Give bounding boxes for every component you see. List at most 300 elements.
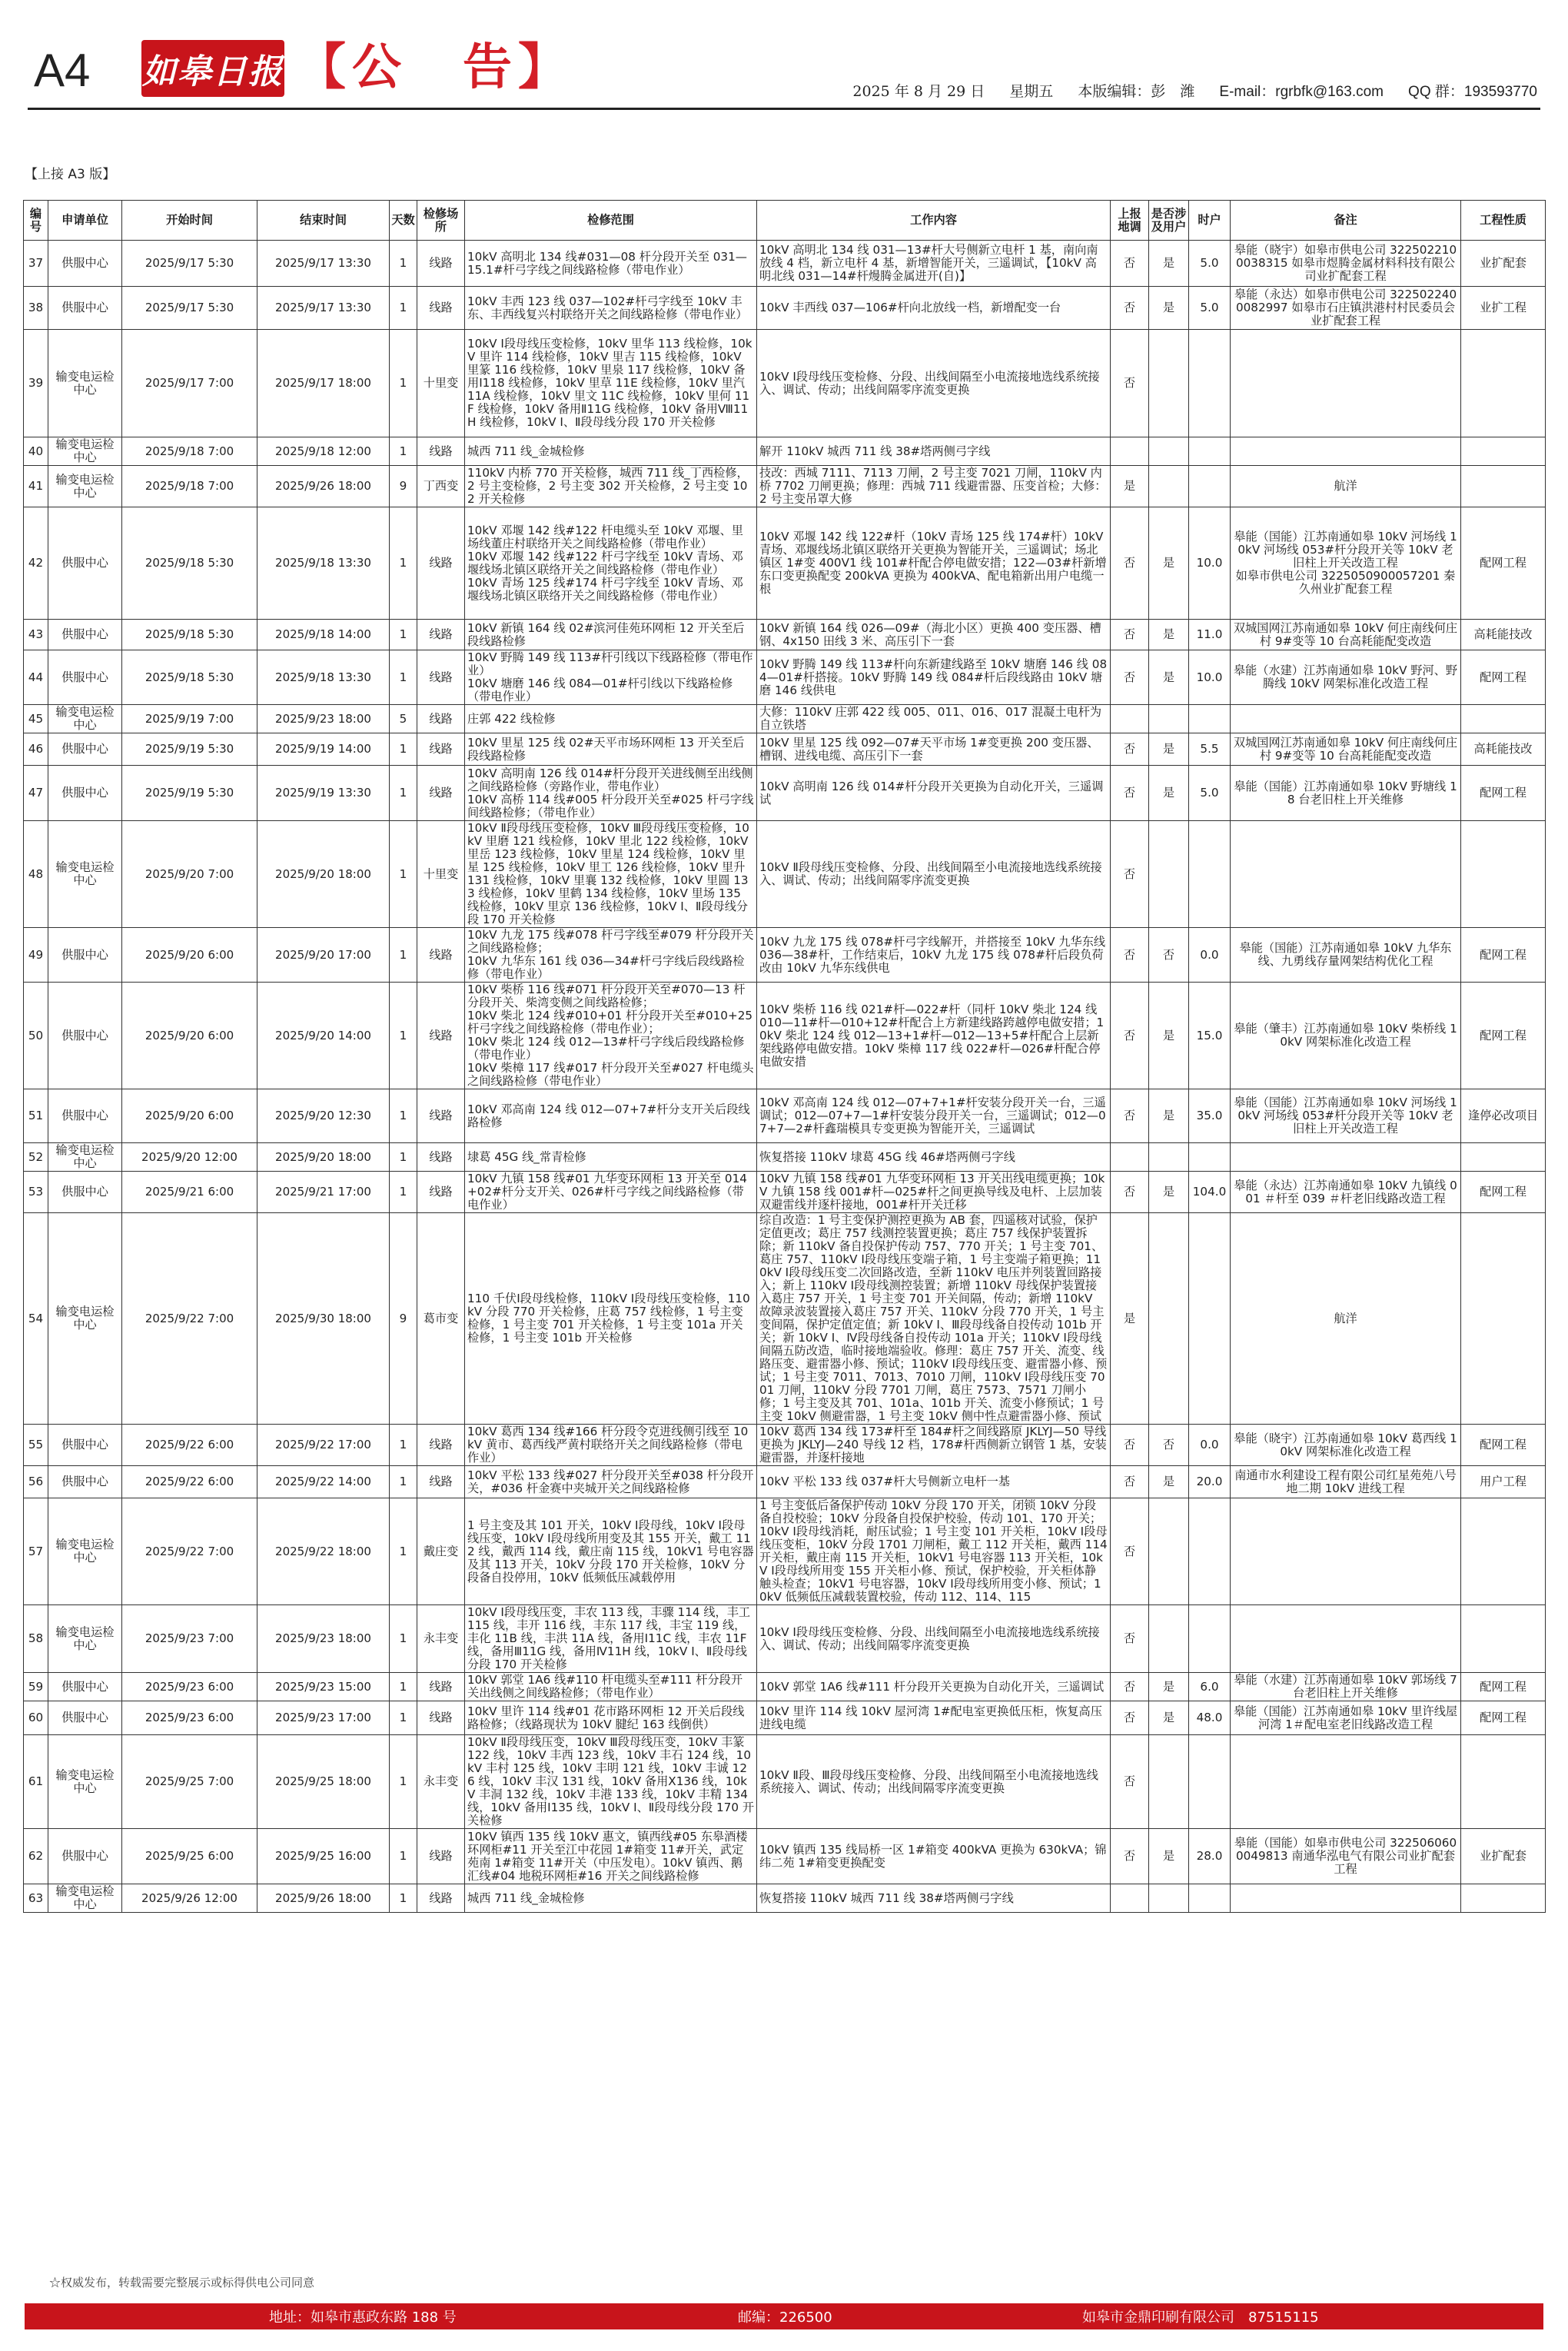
cell-col-hours: 20.0 — [1189, 1466, 1231, 1498]
cell-col-site: 丁西变 — [417, 466, 465, 507]
cell-col-scope: 10kV 柴桥 116 线#071 杆分段开关至#070—13 杆分段开关、柴湾变侧之间线路检修； 10kV 柴北 124 线#010+01 杆分段开关至#010+25 杆弓字线之间线路检修（带电作业）； 10kV 柴北 124 线 012—13#杆弓字线后段线路检修（带电作业） 10kV 柴樟 117 线#017 杆分段开关至#027 杆电缆头之间线路检修（带电作业） — [465, 983, 757, 1089]
cell-col-scope: 城西 711 线_金城检修 — [465, 437, 757, 466]
cell-col-user — [1149, 1735, 1189, 1829]
header-rule — [28, 108, 1540, 110]
cell-col-applicant: 供服中心 — [48, 241, 122, 287]
cell-col-end-time: 2025/9/23 18:00 — [257, 1605, 390, 1673]
cell-col-hours: 35.0 — [1189, 1089, 1231, 1143]
cell-col-applicant: 供服中心 — [48, 1089, 122, 1143]
table-row — [24, 1466, 1546, 1498]
cell-col-number: 54 — [24, 1213, 48, 1425]
cell-col-site: 十里变 — [417, 821, 465, 928]
cell-col-report: 否 — [1111, 733, 1149, 766]
cell-col-scope: 10kV Ⅰ段母线压变检修，10kV 里华 113 线检修，10kV 里许 114 线检修，10kV 里吉 115 线检修，10kV 里篆 116 线检修，10kV 里泉 117 线检修，10kV 备用Ⅰ118 线检修，10kV 里草 11E 线检修，10kV 里汽 11A 线检修，10kV 里文 11C 线检修，10kV 里何 11F 线检修，10kV 备用Ⅱ11G 线检修，10kV 备用Ⅷ11H 线检修，10kV Ⅰ、Ⅱ段母线分段 170 开关检修 — [465, 330, 757, 437]
cell-col-end-time: 2025/9/22 14:00 — [257, 1466, 390, 1498]
cell-col-end-time: 2025/9/20 17:00 — [257, 928, 390, 983]
cell-col-remark — [1231, 1605, 1461, 1673]
cell-col-site: 线路 — [417, 1089, 465, 1143]
table-row — [24, 821, 1546, 928]
cell-col-days: 5 — [390, 705, 417, 733]
cell-col-start-time: 2025/9/20 7:00 — [122, 821, 257, 928]
cell-col-report: 否 — [1111, 620, 1149, 650]
cell-col-nature — [1461, 1605, 1546, 1673]
cell-col-scope: 10kV Ⅱ段母线压变检修，10kV Ⅲ段母线压变检修，10kV 里磨 121 线检修，10kV 里北 122 线检修，10kV 里岳 123 线检修，10kV 里星 124 线检修，10kV 里星 125 线检修，10kV 里工 126 线检修，10kV 里升 131 线检修，10kV 里襄 132 线检修，10kV 里圆 133 线检修，10kV 里鹤 134 线检修，10kV 里场 135 线检修，10kV 里京 136 线检修，10kV Ⅰ、Ⅱ段母线分段 170 开关检修 — [465, 821, 757, 928]
cell-col-number: 40 — [24, 437, 48, 466]
cell-col-hours — [1189, 821, 1231, 928]
cell-col-user — [1149, 705, 1189, 733]
cell-col-hours: 10.0 — [1189, 650, 1231, 705]
cell-col-work: 10kV 邓高南 124 线 012—07+7+1#杆安装分段开关一台，三遥调试；012—07+7—1#杆安装分段开关一台，三遥调试；012—07+7—2#杆鑫瑞模具专变更换为智能开关，三遥调试 — [757, 1089, 1111, 1143]
cell-col-site: 线路 — [417, 1425, 465, 1466]
cell-col-end-time: 2025/9/23 17:00 — [257, 1701, 390, 1735]
cell-col-hours — [1189, 705, 1231, 733]
table-row — [24, 1673, 1546, 1701]
cell-col-nature — [1461, 466, 1546, 507]
cell-col-work: 10kV Ⅱ段母线压变检修、分段、出线间隔至小电流接地选线系统接入、调试、传动；出线间隔零序流变更换 — [757, 821, 1111, 928]
cell-col-remark: 皋能（国能）江苏南通如皋 10kV 九华东线、九勇线存量网架结构优化工程 — [1231, 928, 1461, 983]
cell-col-number: 60 — [24, 1701, 48, 1735]
cell-col-site: 永丰变 — [417, 1735, 465, 1829]
cell-col-remark — [1231, 1884, 1461, 1913]
cell-col-user — [1149, 330, 1189, 437]
cell-col-days: 1 — [390, 241, 417, 287]
cell-col-report: 否 — [1111, 821, 1149, 928]
cell-col-nature: 用户工程 — [1461, 1466, 1546, 1498]
cell-col-end-time: 2025/9/25 16:00 — [257, 1829, 390, 1884]
cell-col-scope: 10kV 邓高南 124 线 012—07+7#杆分支开关后段线路检修 — [465, 1089, 757, 1143]
cell-col-remark: 皋能（永达）如皋市供电公司 3225022400082997 如皋市石庄镇洪港村村民委员会业扩配套工程 — [1231, 287, 1461, 330]
cell-col-nature — [1461, 1143, 1546, 1172]
cell-col-user — [1149, 1498, 1189, 1605]
cell-col-nature — [1461, 1884, 1546, 1913]
cell-col-work: 10kV 九镇 158 线#01 九华变环网柜 13 开关出线电缆更换；10kV 九镇 158 线 001#杆—025#杆之间更换导线及电杆、上层加装双避雷线并逐杆接地，001#杆开关迁移 — [757, 1172, 1111, 1213]
cell-col-applicant: 输变电运检中心 — [48, 1884, 122, 1913]
cell-col-end-time: 2025/9/21 17:00 — [257, 1172, 390, 1213]
table-row — [24, 650, 1546, 705]
cell-col-work: 10kV 邓堰 142 线 122#杆（10kV 青场 125 线 174#杆）10kV 青场、邓堰线场北镇区联络开关更换为智能开关，三遥调试；场北镇区 1#变 400V1 线 101#杆配合停电做安措；122—03#杆新增东口变更换配变 200kVA 更换为 400kVA、配电箱新出用户电缆一根 — [757, 507, 1111, 620]
cell-col-user: 是 — [1149, 1829, 1189, 1884]
header-col-start-time: 开始时间 — [122, 201, 257, 241]
cell-col-site: 线路 — [417, 733, 465, 766]
cell-col-report: 否 — [1111, 1089, 1149, 1143]
table-row — [24, 620, 1546, 650]
table-row — [24, 1172, 1546, 1213]
cell-col-user — [1149, 1213, 1189, 1425]
table-row — [24, 330, 1546, 437]
table-row — [24, 1213, 1546, 1425]
cell-col-site: 葛市变 — [417, 1213, 465, 1425]
cell-col-start-time: 2025/9/25 6:00 — [122, 1829, 257, 1884]
maintenance-table-container — [23, 200, 1545, 1913]
cell-col-work: 技改：西城 7111、7113 刀闸，2 号主变 7021 刀闸，110kV 内桥 7702 刀闸更换；修理：西城 711 线避雷器、压变首检；大修：2 号主变吊罩大修 — [757, 466, 1111, 507]
cell-col-number: 43 — [24, 620, 48, 650]
header-col-nature: 工程性质 — [1461, 201, 1546, 241]
cell-col-number: 56 — [24, 1466, 48, 1498]
cell-col-end-time: 2025/9/18 13:30 — [257, 650, 390, 705]
cell-col-number: 63 — [24, 1884, 48, 1913]
cell-col-hours: 48.0 — [1189, 1701, 1231, 1735]
cell-col-work: 10kV 九龙 175 线 078#杆弓字线解开，并搭接至 10kV 九华东线 036—38#杆，工作结束后，10kV 九龙 175 线 078#杆后段负荷改由 10kV 九华东线供电 — [757, 928, 1111, 983]
cell-col-scope: 埭葛 45G 线_常青检修 — [465, 1143, 757, 1172]
cell-col-remark: 双城国网江苏南通如皋 10kV 何庄南线何庄村 9#变等 10 台高耗能配变改造 — [1231, 733, 1461, 766]
cell-col-work: 解开 110kV 城西 711 线 38#塔两侧弓字线 — [757, 437, 1111, 466]
cell-col-hours: 15.0 — [1189, 983, 1231, 1089]
cell-col-end-time: 2025/9/17 13:30 — [257, 287, 390, 330]
cell-col-nature: 配网工程 — [1461, 1673, 1546, 1701]
cell-col-number: 42 — [24, 507, 48, 620]
cell-col-scope: 城西 711 线_金城检修 — [465, 1884, 757, 1913]
cell-col-report: 否 — [1111, 241, 1149, 287]
cell-col-number: 48 — [24, 821, 48, 928]
cell-col-start-time: 2025/9/20 6:00 — [122, 928, 257, 983]
cell-col-scope: 10kV 郭堂 1A6 线#110 杆电缆头至#111 杆分段开关出线侧之间线路检修；（带电作业） — [465, 1673, 757, 1701]
cell-col-remark — [1231, 437, 1461, 466]
cell-col-end-time: 2025/9/26 18:00 — [257, 466, 390, 507]
cell-col-end-time: 2025/9/18 12:00 — [257, 437, 390, 466]
cell-col-days: 1 — [390, 1498, 417, 1605]
header-col-applicant: 申请单位 — [48, 201, 122, 241]
cell-col-remark: 航洋 — [1231, 466, 1461, 507]
section-title: 【公 告】 — [297, 39, 573, 96]
cell-col-user: 否 — [1149, 928, 1189, 983]
table-row — [24, 1425, 1546, 1466]
cell-col-user — [1149, 437, 1189, 466]
cell-col-applicant: 输变电运检中心 — [48, 1735, 122, 1829]
cell-col-days: 1 — [390, 507, 417, 620]
cell-col-scope: 10kV 平松 133 线#027 杆分段开关至#038 杆分段开关，#036 杆金赛中夹城开关之间线路检修 — [465, 1466, 757, 1498]
cell-col-report: 否 — [1111, 928, 1149, 983]
cell-col-end-time: 2025/9/17 13:30 — [257, 241, 390, 287]
cell-col-remark: 南通市水利建设工程有限公司红星苑苑八号地二期 10kV 进线工程 — [1231, 1466, 1461, 1498]
cell-col-nature — [1461, 437, 1546, 466]
cell-col-scope: 10kV 邓堰 142 线#122 杆电缆头至 10kV 邓堰、里场线董庄村联络开关之间线路检修（带电作业） 10kV 邓堰 142 线#122 杆弓字线至 10kV 青场、邓堰线场北镇区联络开关之间线路检修（带电作业） 10kV 青场 125 线#174 杆弓字线至 10kV 青场、邓堰线场北镇区联络开关之间线路检修（带电作业） — [465, 507, 757, 620]
cell-col-site: 线路 — [417, 1829, 465, 1884]
cell-col-site: 线路 — [417, 1884, 465, 1913]
cell-col-number: 38 — [24, 287, 48, 330]
cell-col-user: 是 — [1149, 241, 1189, 287]
cell-col-report: 否 — [1111, 330, 1149, 437]
issue-date: 2025 年 8 月 29 日 — [852, 83, 985, 100]
cell-col-applicant: 供服中心 — [48, 1172, 122, 1213]
cell-col-days: 1 — [390, 928, 417, 983]
cell-col-report: 否 — [1111, 983, 1149, 1089]
cell-col-start-time: 2025/9/20 12:00 — [122, 1143, 257, 1172]
cell-col-remark: 皋能（国能）江苏南通如皋 10kV 野塘线 18 台老旧柱上开关维修 — [1231, 766, 1461, 821]
cell-col-scope: 10kV Ⅱ段母线压变，10kV Ⅲ段母线压变，10kV 丰篆 122 线，10kV 丰西 123 线，10kV 丰石 124 线，10kV 丰村 125 线，10kV 丰明 121 线，10kV 丰诚 126 线，10kV 丰汉 131 线，10kV 备用Ⅹ136 线，10kV 丰洞 132 线，10kV 丰港 133 线，10kV 丰精 134 线，10kV 备用Ⅰ135 线，10kV Ⅰ、Ⅱ段母线分段 170 开关检修 — [465, 1735, 757, 1829]
table-row — [24, 733, 1546, 766]
cell-col-applicant: 输变电运检中心 — [48, 330, 122, 437]
cell-col-start-time: 2025/9/23 6:00 — [122, 1673, 257, 1701]
cell-col-applicant: 输变电运检中心 — [48, 466, 122, 507]
cell-col-report: 否 — [1111, 1498, 1149, 1605]
table-row — [24, 1735, 1546, 1829]
cell-col-site: 线路 — [417, 928, 465, 983]
cell-col-applicant: 供服中心 — [48, 1466, 122, 1498]
cell-col-start-time: 2025/9/19 7:00 — [122, 705, 257, 733]
cell-col-nature — [1461, 1213, 1546, 1425]
cell-col-remark: 皋能（晓宇）江苏南通如皋 10kV 葛西线 10kV 网架标准化改造工程 — [1231, 1425, 1461, 1466]
cell-col-site: 线路 — [417, 1673, 465, 1701]
cell-col-start-time: 2025/9/21 6:00 — [122, 1172, 257, 1213]
cell-col-applicant: 供服中心 — [48, 733, 122, 766]
cell-col-end-time: 2025/9/19 13:30 — [257, 766, 390, 821]
cell-col-report: 否 — [1111, 650, 1149, 705]
cell-col-site: 永丰变 — [417, 1605, 465, 1673]
cell-col-end-time: 2025/9/20 12:30 — [257, 1089, 390, 1143]
cell-col-scope: 庄郭 422 线检修 — [465, 705, 757, 733]
cell-col-nature — [1461, 330, 1546, 437]
cell-col-days: 1 — [390, 437, 417, 466]
cell-col-applicant: 供服中心 — [48, 983, 122, 1089]
cell-col-end-time: 2025/9/20 14:00 — [257, 983, 390, 1089]
cell-col-nature: 业扩配套 — [1461, 1829, 1546, 1884]
header-col-site: 检修场所 — [417, 201, 465, 241]
cell-col-applicant: 输变电运检中心 — [48, 1143, 122, 1172]
cell-col-report: 否 — [1111, 507, 1149, 620]
cell-col-start-time: 2025/9/22 7:00 — [122, 1213, 257, 1425]
cell-col-nature: 逢停必改项目 — [1461, 1089, 1546, 1143]
masthead — [28, 34, 1540, 105]
cell-col-nature: 配网工程 — [1461, 1172, 1546, 1213]
page-number: A4 — [34, 45, 91, 96]
cell-col-hours: 104.0 — [1189, 1172, 1231, 1213]
cell-col-report: 否 — [1111, 1172, 1149, 1213]
cell-col-user: 是 — [1149, 1089, 1189, 1143]
cell-col-work: 10kV 镇西 135 线局桥一区 1#箱变 400kVA 更换为 630kVA；锦纬二苑 1#箱变更换配变 — [757, 1829, 1111, 1884]
cell-col-work: 10kV 柴桥 116 线 021#杆—022#杆（同杆 10kV 柴北 124 线 010—11#杆—010+12#杆配合上方新建线路跨越停电做安措；10kV 柴北 124 线 012—13+1#杆—012—13+5#杆配合上层新架线路停电做安措。10kV 柴樟 117 线 022#杆—026#杆配合停电做安措 — [757, 983, 1111, 1089]
cell-col-report — [1111, 1884, 1149, 1913]
cell-col-scope: 10kV 新镇 164 线 02#滨河佳苑环网柜 12 开关至后段线路检修 — [465, 620, 757, 650]
cell-col-user — [1149, 1884, 1189, 1913]
cell-col-nature — [1461, 705, 1546, 733]
cell-col-number: 49 — [24, 928, 48, 983]
cell-col-applicant: 输变电运检中心 — [48, 821, 122, 928]
cell-col-days: 1 — [390, 330, 417, 437]
cell-col-work: 10kV 野腾 149 线 113#杆向东新建线路至 10kV 塘磨 146 线 084—01#杆搭接。10kV 野腾 149 线 084#杆后段线路由 10kV 塘磨 146 线供电 — [757, 650, 1111, 705]
cell-col-work: 10kV 葛西 134 线 173#杆至 184#杆之间线路原 JKLYJ—50 导线更换为 JKLYJ—240 导线 12 档，178#杆西侧新立钢管 1 基，安装避雷器，并逐杆接地 — [757, 1425, 1111, 1466]
cell-col-start-time: 2025/9/23 7:00 — [122, 1605, 257, 1673]
cell-col-scope: 10kV 丰西 123 线 037—102#杆弓字线至 10kV 丰东、丰西线复兴村联络开关之间线路检修（带电作业） — [465, 287, 757, 330]
cell-col-work: 10kV 丰西线 037—106#杆向北放线一档，新增配变一台 — [757, 287, 1111, 330]
cell-col-site: 线路 — [417, 287, 465, 330]
cell-col-applicant: 供服中心 — [48, 1425, 122, 1466]
cell-col-start-time: 2025/9/19 5:30 — [122, 733, 257, 766]
cell-col-hours — [1189, 1735, 1231, 1829]
cell-col-remark — [1231, 1498, 1461, 1605]
cell-col-applicant: 供服中心 — [48, 287, 122, 330]
cell-col-remark: 皋能（国能）江苏南通如皋 10kV 河场线 10kV 河场线 053#杆分段开关等 10kV 老旧柱上开关改造工程 — [1231, 1089, 1461, 1143]
cell-col-remark: 皋能（国能）江苏南通如皋 10kV 河场线 10kV 河场线 053#杆分段开关等 10kV 老旧柱上开关改造工程 如皋市供电公司 3225050900057201 秦久州业扩配套工程 — [1231, 507, 1461, 620]
contact-email: E-mail：rgrbfk@163.com — [1219, 84, 1384, 100]
cell-col-days: 1 — [390, 1673, 417, 1701]
header-col-work: 工作内容 — [757, 201, 1111, 241]
cell-col-scope: 10kV 里星 125 线 02#天平市场环网柜 13 开关至后段线路检修 — [465, 733, 757, 766]
cell-col-nature: 配网工程 — [1461, 650, 1546, 705]
cell-col-report: 否 — [1111, 1605, 1149, 1673]
cell-col-site: 线路 — [417, 507, 465, 620]
cell-col-hours: 5.0 — [1189, 241, 1231, 287]
cell-col-remark: 皋能（水建）江苏南通如皋 10kV 郭场线 7 台老旧柱上开关维修 — [1231, 1673, 1461, 1701]
cell-col-nature: 配网工程 — [1461, 1701, 1546, 1735]
cell-col-site: 线路 — [417, 241, 465, 287]
cell-col-days: 9 — [390, 466, 417, 507]
cell-col-start-time: 2025/9/20 6:00 — [122, 1089, 257, 1143]
cell-col-nature: 配网工程 — [1461, 1425, 1546, 1466]
cell-col-site: 线路 — [417, 1701, 465, 1735]
cell-col-applicant: 输变电运检中心 — [48, 1213, 122, 1425]
cell-col-hours: 5.0 — [1189, 766, 1231, 821]
cell-col-hours: 5.5 — [1189, 733, 1231, 766]
cell-col-remark: 皋能（肇丰）江苏南通如皋 10kV 柴桥线 10kV 网架标准化改造工程 — [1231, 983, 1461, 1089]
cell-col-end-time: 2025/9/22 17:00 — [257, 1425, 390, 1466]
cell-col-user: 是 — [1149, 733, 1189, 766]
cell-col-number: 51 — [24, 1089, 48, 1143]
cell-col-days: 1 — [390, 1701, 417, 1735]
cell-col-user: 是 — [1149, 983, 1189, 1089]
cell-col-start-time: 2025/9/23 6:00 — [122, 1701, 257, 1735]
table-row — [24, 1498, 1546, 1605]
cell-col-remark: 皋能（国能）如皋市供电公司 3225060600049813 南通华泓电气有限公司业扩配套工程 — [1231, 1829, 1461, 1884]
cell-col-remark: 皋能（国能）江苏南通如皋 10kV 里许线屋河湾 1＃配电室老旧线路改造工程 — [1231, 1701, 1461, 1735]
footer-note: ☆权威发布，转载需要完整展示或标得供电公司同意 — [49, 2276, 315, 2289]
cell-col-start-time: 2025/9/18 7:00 — [122, 437, 257, 466]
table-row — [24, 1143, 1546, 1172]
cell-col-user: 是 — [1149, 1172, 1189, 1213]
cell-col-user: 否 — [1149, 1425, 1189, 1466]
cell-col-days: 1 — [390, 983, 417, 1089]
cell-col-applicant: 供服中心 — [48, 928, 122, 983]
cell-col-remark — [1231, 705, 1461, 733]
header-col-end-time: 结束时间 — [257, 201, 390, 241]
table-row — [24, 437, 1546, 466]
cell-col-applicant: 供服中心 — [48, 507, 122, 620]
cell-col-report: 否 — [1111, 766, 1149, 821]
cell-col-number: 46 — [24, 733, 48, 766]
page-editor: 本版编辑：彭 潍 — [1078, 83, 1195, 100]
cell-col-scope: 1 号主变及其 101 开关，10kV Ⅰ段母线，10kV Ⅰ段母线压变，10kV Ⅰ段母线所用变及其 155 开关，戴工 112 线，戴西 114 线，戴庄南 115 线，10kV1 号电容器及其 113 开关，10kV 分段 170 开关检修，10kV 分段备自投停用，10kV 低频低压减载停用 — [465, 1498, 757, 1605]
cell-col-nature — [1461, 1735, 1546, 1829]
cell-col-hours: 11.0 — [1189, 620, 1231, 650]
cell-col-nature: 配网工程 — [1461, 983, 1546, 1089]
cell-col-user: 是 — [1149, 1673, 1189, 1701]
cell-col-end-time: 2025/9/23 18:00 — [257, 705, 390, 733]
cell-col-hours — [1189, 330, 1231, 437]
cell-col-site: 线路 — [417, 705, 465, 733]
cell-col-hours — [1189, 1884, 1231, 1913]
cell-col-start-time: 2025/9/20 6:00 — [122, 983, 257, 1089]
cell-col-remark: 皋能（永达）江苏南通如皋 10kV 九镇线 001 ＃杆至 039 ＃杆老旧线路改造工程 — [1231, 1172, 1461, 1213]
cell-col-work: 综自改造：1 号主变保护测控更换为 AB 套，四遥核对试验，保护定值更改；葛庄 757 线测控装置更换；葛庄 757 线保护装置拆除；新 110kV 备自投保护传动 757、770 开关；1 号主变 701、葛庄 757、110kV Ⅰ段母线压变端子箱，1 号主变端子箱更换；110kV Ⅰ段母线压变二次回路改造，至新 110kV 电压并列装置回路接入；新上 110kV Ⅰ段母线测控装置；新增 110kV 母线保护装置接入葛庄 757 开关，1 号主变 701 开关间隔，传动；新增 110kV 故障录波装置接入葛庄 757 开关、110kV 分段 770 开关，1 号主变间隔，保护定值定值；新 10kV Ⅰ、Ⅲ段母线备自投传动 101b 开关；新 10kV Ⅰ、Ⅳ段母线备自投传动 101a 开关；110kV Ⅰ段母线间隔五防改造，临时接地端验收。修理：葛庄 757 开关、流变、线路压变、避雷器小修、预试；110kV Ⅰ段母线压变、避雷器小修、预试；1 号主变 7011、7013、7010 刀闸，110kV Ⅰ段母线压变 7001 刀闸，110kV 分段 7701 刀闸，葛庄 7573、7571 刀闸小修；1 号主变及其 701、101a、101b 开关、流变小修预试；1 号主变 10kV 侧避雷器，1 号主变 10kV 侧中性点避雷器小修、预试 — [757, 1213, 1111, 1425]
cell-col-days: 1 — [390, 1172, 417, 1213]
cell-col-hours: 10.0 — [1189, 507, 1231, 620]
cell-col-work: 10kV 里星 125 线 092—07#天平市场 1#变更换 200 变压器、槽钢、进线电缆、高压引下一套 — [757, 733, 1111, 766]
cell-col-end-time: 2025/9/17 18:00 — [257, 330, 390, 437]
cell-col-scope: 10kV 九镇 158 线#01 九华变环网柜 13 开关至 014+02#杆分支开关、026#杆弓字线之间线路检修（带电作业） — [465, 1172, 757, 1213]
cell-col-hours: 0.0 — [1189, 1425, 1231, 1466]
cell-col-report: 否 — [1111, 1701, 1149, 1735]
cell-col-start-time: 2025/9/19 5:30 — [122, 766, 257, 821]
table-row — [24, 705, 1546, 733]
cell-col-number: 53 — [24, 1172, 48, 1213]
cell-col-scope: 10kV 镇西 135 线 10kV 惠文，镇西线#05 东皋酒楼环网柜#11 开关至江中花园 1#箱变 11#开关，武定苑南 1#箱变 11#开关（中压发电）。10kV 镇西、鹅汇线#04 地税环网柜#16 开关之间线路检修 — [465, 1829, 757, 1884]
issue-meta — [832, 80, 1537, 101]
cell-col-user: 是 — [1149, 287, 1189, 330]
footer-bar — [25, 2303, 1543, 2329]
table-row — [24, 766, 1546, 821]
cell-col-applicant: 供服中心 — [48, 1701, 122, 1735]
cell-col-report: 否 — [1111, 1735, 1149, 1829]
cell-col-days: 1 — [390, 1829, 417, 1884]
cell-col-scope: 10kV 葛西 134 线#166 杆分段令克进线侧引线至 10kV 黄市、葛西线严黄村联络开关之间线路检修（带电作业） — [465, 1425, 757, 1466]
cell-col-scope: 10kV Ⅰ段母线压变，丰农 113 线，丰骤 114 线，丰工 115 线，丰开 116 线，丰东 117 线，丰宝 119 线，丰化 11B 线，丰洪 11A 线，备用Ⅰ11C 线，丰农 11F 线，备用Ⅲ11G 线，备用Ⅳ11H 线，10kV Ⅰ、Ⅱ段母线分段 170 开关检修 — [465, 1605, 757, 1673]
cell-col-days: 1 — [390, 1605, 417, 1673]
cell-col-scope: 10kV 里许 114 线#01 花市路环网柜 12 开关后段线路检修；（线路现状为 10kV 腱纪 163 线倒供） — [465, 1701, 757, 1735]
cell-col-days: 1 — [390, 1089, 417, 1143]
cell-col-user: 是 — [1149, 1466, 1189, 1498]
cell-col-work: 大修：110kV 庄郭 422 线 005、011、016、017 混凝土电杆为自立铁塔 — [757, 705, 1111, 733]
cell-col-report: 否 — [1111, 287, 1149, 330]
cell-col-end-time: 2025/9/26 18:00 — [257, 1884, 390, 1913]
cell-col-applicant: 供服中心 — [48, 1829, 122, 1884]
cell-col-start-time: 2025/9/25 7:00 — [122, 1735, 257, 1829]
cell-col-number: 58 — [24, 1605, 48, 1673]
maintenance-table — [23, 200, 1546, 1913]
cell-col-end-time: 2025/9/30 18:00 — [257, 1213, 390, 1425]
cell-col-nature: 高耗能技改 — [1461, 620, 1546, 650]
cell-col-site: 线路 — [417, 650, 465, 705]
cell-col-number: 57 — [24, 1498, 48, 1605]
cell-col-end-time: 2025/9/22 18:00 — [257, 1498, 390, 1605]
cell-col-scope: 10kV 高明南 126 线 014#杆分段开关进线侧至出线侧之间线路检修（旁路作业，带电作业） 10kV 高桥 114 线#005 杆分段开关至#025 杆弓字线间线路检修；（带电作业） — [465, 766, 757, 821]
cell-col-start-time: 2025/9/18 5:30 — [122, 620, 257, 650]
header-col-report: 上报地调 — [1111, 201, 1149, 241]
cell-col-start-time: 2025/9/18 5:30 — [122, 507, 257, 620]
cell-col-user: 是 — [1149, 620, 1189, 650]
cell-col-hours — [1189, 437, 1231, 466]
footer-address: 地址：如皋市惠政东路 188 号 — [269, 2309, 457, 2326]
cell-col-hours: 28.0 — [1189, 1829, 1231, 1884]
cell-col-report — [1111, 705, 1149, 733]
cell-col-remark: 皋能（水建）江苏南通如皋 10kV 野河、野腾线 10kV 网架标准化改造工程 — [1231, 650, 1461, 705]
cell-col-scope: 10kV 九龙 175 线#078 杆弓字线至#079 杆分段开关之间线路检修； 10kV 九华东 161 线 036—34#杆弓字线后段线路检修（带电作业） — [465, 928, 757, 983]
cell-col-hours — [1189, 1605, 1231, 1673]
cell-col-scope: 110kV 内桥 770 开关检修，城西 711 线_丁西检修，2 号主变检修，2 号主变 302 开关检修，2 号主变 102 开关检修 — [465, 466, 757, 507]
cell-col-report — [1111, 1143, 1149, 1172]
cell-col-start-time: 2025/9/17 5:30 — [122, 287, 257, 330]
cell-col-user — [1149, 1143, 1189, 1172]
cell-col-site: 线路 — [417, 1143, 465, 1172]
cell-col-hours — [1189, 1213, 1231, 1425]
cell-col-number: 59 — [24, 1673, 48, 1701]
cell-col-work: 10kV 高明北 134 线 031—13#杆大号侧新立电杆 1 基，南向南放线 4 档，新立电杆 4 基，新增智能开关，三遥调试，【10kV 高明北线 031—14#杆熳腾金属进开(自)】 — [757, 241, 1111, 287]
cell-col-applicant: 供服中心 — [48, 766, 122, 821]
cell-col-work: 恢复搭接 110kV 埭葛 45G 线 46#塔两侧弓字线 — [757, 1143, 1111, 1172]
table-row — [24, 466, 1546, 507]
cell-col-number: 50 — [24, 983, 48, 1089]
cell-col-remark — [1231, 1143, 1461, 1172]
cell-col-days: 9 — [390, 1213, 417, 1425]
cell-col-nature: 配网工程 — [1461, 928, 1546, 983]
cell-col-start-time: 2025/9/22 7:00 — [122, 1498, 257, 1605]
header-col-remark: 备注 — [1231, 201, 1461, 241]
cell-col-user — [1149, 821, 1189, 928]
cell-col-days: 1 — [390, 1735, 417, 1829]
cell-col-hours: 5.0 — [1189, 287, 1231, 330]
cell-col-days: 1 — [390, 1425, 417, 1466]
cell-col-days: 1 — [390, 650, 417, 705]
cell-col-number: 45 — [24, 705, 48, 733]
cell-col-start-time: 2025/9/18 5:30 — [122, 650, 257, 705]
